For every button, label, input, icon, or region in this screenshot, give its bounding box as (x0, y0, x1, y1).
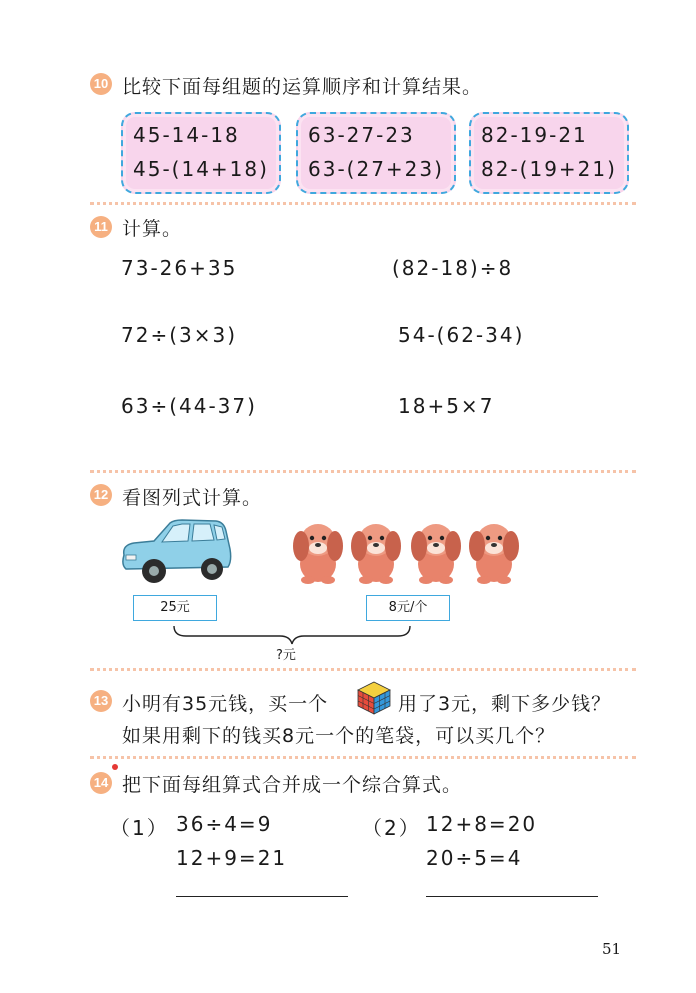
q14-group-1-eq-2: 12+9=21 (176, 846, 288, 870)
q10-group-1 (121, 112, 281, 194)
q11-item-2: (82-18)÷8 (392, 256, 514, 280)
q11-item-6: 18+5×7 (398, 394, 495, 418)
divider (90, 202, 636, 205)
q10-group-2-line-1: 63-27-23 (308, 123, 415, 147)
q14-instruction: 把下面每组算式合并成一个综合算式。 (122, 774, 463, 796)
q10-group-3 (469, 112, 629, 194)
question-number-13: 13 (90, 690, 112, 712)
question-number-11: 11 (90, 216, 112, 238)
q13-line-1-start: 小明有35元钱，买一个 (122, 693, 329, 715)
q12-instruction: 看图列式计算。 (122, 487, 263, 509)
q10-group-2-line-2: 63-(27+23) (308, 157, 444, 181)
dog-price-tag: 8元/个 (366, 595, 450, 621)
divider (90, 668, 636, 671)
q14-group-2-label: （2） (362, 816, 421, 840)
question-number-14: 14 (90, 772, 112, 794)
divider (90, 470, 636, 473)
q14-group-1-eq-1: 36÷4=9 (176, 812, 273, 836)
q14-group-1-answer-line[interactable] (176, 896, 348, 897)
q13-line-2: 如果用剩下的钱买8元一个的笔袋，可以买几个？ (122, 725, 556, 747)
page-number: 51 (602, 940, 622, 958)
q11-item-1: 73-26+35 (121, 256, 238, 280)
question-number-10: 10 (90, 73, 112, 95)
q13-line-1-end: 用了3元，剩下多少钱？ (398, 693, 612, 715)
q11-instruction: 计算。 (122, 218, 183, 240)
divider (90, 756, 636, 759)
toy-dogs-image (290, 516, 526, 586)
q14-group-2-eq-1: 12+8=20 (426, 812, 538, 836)
challenge-star-icon (112, 764, 118, 770)
toy-car-image (118, 515, 236, 587)
q14-group-2-eq-2: 20÷5=4 (426, 846, 523, 870)
q10-group-3-line-2: 82-(19+21) (481, 157, 617, 181)
rubiks-cube-icon (356, 680, 392, 716)
q10-group-3-line-1: 82-19-21 (481, 123, 588, 147)
q11-item-5: 63÷(44-37) (121, 394, 257, 418)
q10-group-1-line-1: 45-14-18 (133, 123, 240, 147)
q10-group-2 (296, 112, 456, 194)
q10-instruction: 比较下面每组题的运算顺序和计算结果。 (122, 76, 483, 98)
total-brace (172, 624, 412, 646)
car-price-tag: 25元 (133, 595, 217, 621)
q11-item-3: 72÷(3×3) (121, 323, 238, 347)
q14-group-2-answer-line[interactable] (426, 896, 598, 897)
q14-group-1-label: （1） (110, 816, 169, 840)
q12-question-mark-label: ?元 (276, 648, 296, 663)
question-number-12: 12 (90, 484, 112, 506)
q10-group-1-line-2: 45-(14+18) (133, 157, 269, 181)
q11-item-4: 54-(62-34) (398, 323, 525, 347)
